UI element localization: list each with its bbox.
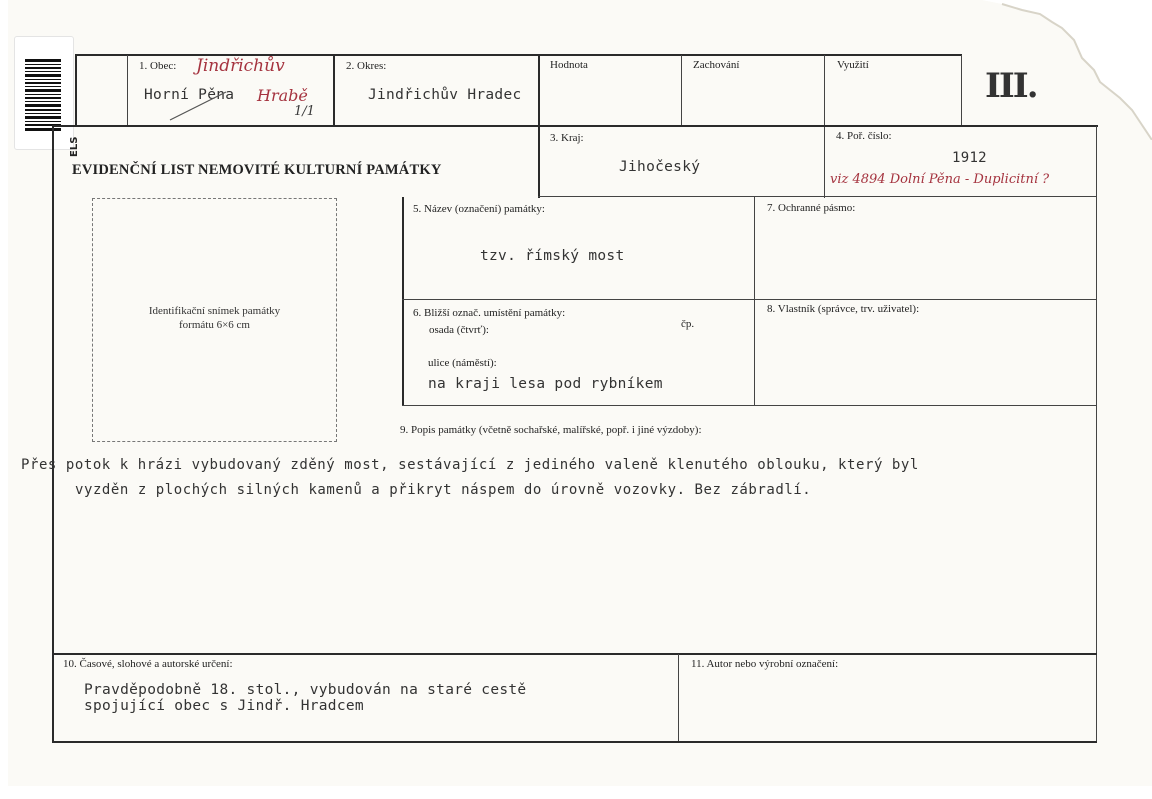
okres-label: 2. Okres: [346, 60, 387, 72]
por-cislo-handwritten: viz 4894 Dolní Pěna - Duplicitní ? [830, 172, 1050, 187]
obec-label: 1. Obec: [139, 60, 177, 72]
nazev-label: 5. Název (označení) památky: [413, 203, 545, 215]
umisteni-value: na kraji lesa pod rybníkem [428, 376, 663, 392]
zachovani-label: Zachování [693, 59, 740, 71]
autor-label: 11. Autor nebo výrobní označení: [691, 658, 839, 670]
rule [402, 299, 1096, 300]
photo-placeholder [92, 198, 337, 442]
por-cislo-value: 1912 [952, 150, 987, 166]
rule [75, 54, 77, 127]
ulice-label: ulice (náměstí): [428, 357, 497, 369]
urceni-line1: Pravděpodobně 18. stol., vybudován na staré cestě [84, 682, 527, 698]
rule [333, 55, 335, 127]
rule [1096, 126, 1097, 743]
obec-value: Horní Pěna [144, 87, 235, 103]
strike-stroke [168, 90, 228, 122]
rule [52, 125, 1098, 127]
rule [538, 196, 1096, 197]
obec-handwritten-right: Hrabě [257, 86, 308, 105]
rule [127, 55, 128, 126]
rule [52, 653, 1097, 655]
barcode-label [14, 36, 80, 157]
barcode-code: ELS [69, 136, 80, 157]
umisteni-label: 6. Bližší označ. umístění památky: [413, 307, 566, 319]
page-title: EVIDENČNÍ LIST NEMOVITÉ KULTURNÍ PAMÁTKY [72, 162, 442, 178]
rule [961, 55, 962, 125]
rule [681, 55, 682, 126]
popis-label: 9. Popis památky (včetně sochařské, malířské, popř. i jiné výzdoby): [400, 424, 702, 436]
photo-caption [93, 304, 336, 332]
rule [402, 197, 404, 406]
ochranne-pasmo-label: 7. Ochranné pásmo: [767, 202, 856, 214]
vyuziti-label: Využití [837, 59, 869, 71]
rule [754, 197, 755, 406]
obec-handwritten-small: 1/1 [294, 104, 315, 119]
nazev-value: tzv. římský most [480, 248, 625, 264]
rule [52, 126, 54, 743]
obec-handwritten-top: Jindřichův [196, 56, 285, 76]
kraj-value: Jihočeský [619, 159, 701, 175]
okres-value: Jindřichův Hradec [368, 87, 522, 103]
rule [52, 741, 1097, 743]
vlastnik-label: 8. Vlastník (správce, trv. uživatel): [767, 303, 920, 315]
photo-caption-line1: Identifikační snímek památky [148, 305, 281, 317]
rule [678, 654, 679, 742]
kraj-label: 3. Kraj: [550, 132, 584, 144]
cp-label: čp. [681, 318, 695, 330]
urceni-label: 10. Časové, slohové a autorské určení: [63, 658, 233, 670]
photo-caption-line2: formátu 6×6 cm [179, 319, 250, 331]
urceni-line2: spojující obec s Jindř. Hradcem [84, 698, 364, 714]
osada-label: osada (čtvrť): [429, 324, 489, 336]
barcode-icon [25, 59, 61, 131]
hodnota-label: Hodnota [550, 59, 588, 71]
popis-line2: vyzděn z plochých silných kamenů a přikryt náspem do úrovně vozovky. Bez zábradlí. [75, 482, 812, 498]
header-mark: III. [985, 66, 1037, 106]
por-cislo-label: 4. Poř. číslo: [836, 130, 892, 142]
popis-line1: Přes potok k hrázi vybudovaný zděný most, sestávající z jediného valeně klenutého oblouku, který byl [21, 457, 919, 473]
rule [402, 405, 1096, 406]
